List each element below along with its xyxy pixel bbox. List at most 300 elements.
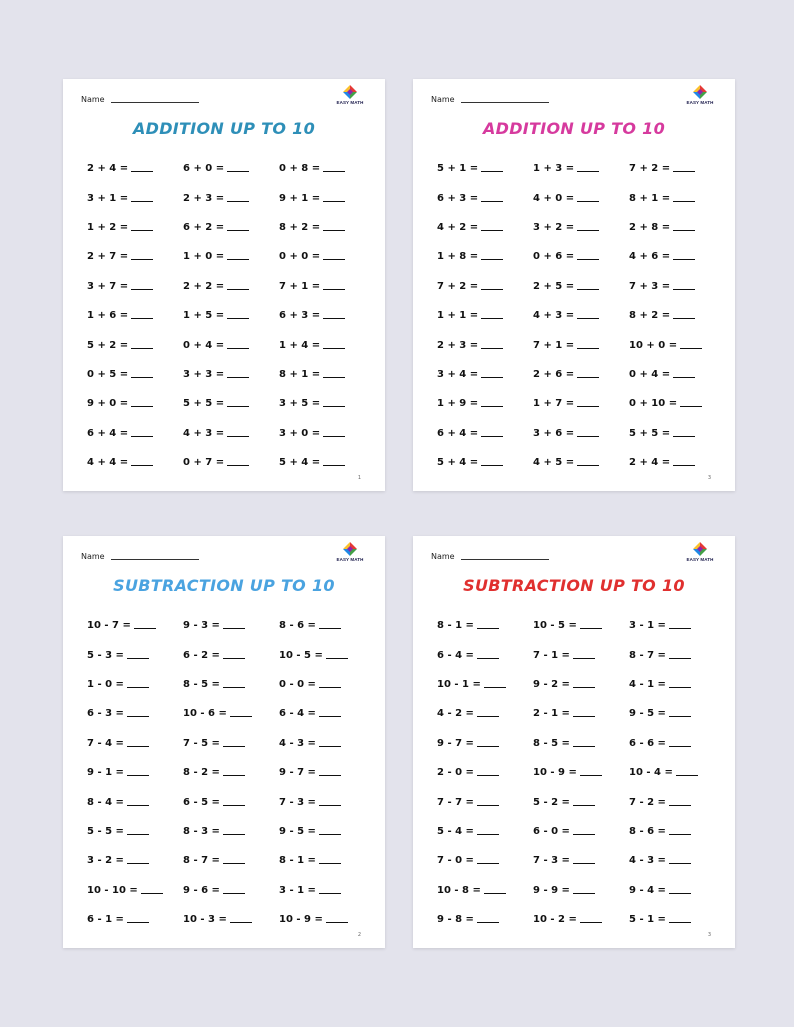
- math-problem: [279, 448, 375, 477]
- answer-blank: [669, 628, 691, 629]
- math-problem: [533, 360, 629, 389]
- answer-blank: [227, 289, 249, 290]
- problem-text: 6 - 5 =: [183, 796, 220, 808]
- easy-math-logo: [333, 542, 367, 572]
- problem-grid: [437, 611, 727, 934]
- problem-text: 10 - 2 =: [533, 914, 577, 926]
- problem-text: 9 - 9 =: [533, 884, 570, 896]
- problem-text: 9 - 4 =: [629, 884, 666, 896]
- problem-text: 3 + 4 =: [437, 368, 479, 380]
- answer-blank: [477, 628, 499, 629]
- logo-text: EASY MATH: [336, 557, 364, 562]
- answer-blank: [680, 348, 702, 349]
- answer-blank: [477, 658, 499, 659]
- logo-text: EASY MATH: [686, 100, 714, 105]
- math-problem: [87, 448, 183, 477]
- answer-blank: [131, 259, 153, 260]
- math-problem: [87, 876, 183, 905]
- answer-blank: [131, 436, 153, 437]
- answer-blank: [227, 406, 249, 407]
- answer-blank: [477, 746, 499, 747]
- problem-text: 7 - 2 =: [629, 796, 666, 808]
- math-problem: [629, 905, 725, 934]
- answer-blank: [223, 658, 245, 659]
- math-problem: [437, 729, 533, 758]
- problem-text: 1 + 1 =: [437, 310, 479, 322]
- problem-text: 2 - 1 =: [533, 708, 570, 720]
- math-problem: [279, 213, 375, 242]
- math-problem: [437, 301, 533, 330]
- math-problem: [279, 242, 375, 271]
- math-problem: [629, 360, 725, 389]
- problem-text: 9 - 7 =: [279, 767, 316, 779]
- math-problem: [437, 846, 533, 875]
- logo-icon: [693, 85, 707, 99]
- answer-blank: [227, 201, 249, 202]
- problem-text: 1 + 6 =: [87, 310, 129, 322]
- problem-text: 3 + 3 =: [183, 368, 225, 380]
- answer-blank: [580, 922, 602, 923]
- math-problem: [183, 301, 279, 330]
- math-problem: [87, 640, 183, 669]
- problem-text: 6 - 3 =: [87, 708, 124, 720]
- math-problem: [87, 905, 183, 934]
- page-number: 3: [707, 475, 711, 481]
- name-field: [431, 552, 549, 561]
- problem-text: 1 + 9 =: [437, 398, 479, 410]
- math-problem: [183, 360, 279, 389]
- problem-text: 2 - 0 =: [437, 767, 474, 779]
- problem-text: 8 - 1 =: [437, 620, 474, 632]
- answer-blank: [323, 436, 345, 437]
- problem-text: 4 + 0 =: [533, 192, 575, 204]
- logo-text: EASY MATH: [336, 100, 364, 105]
- math-problem: [533, 154, 629, 183]
- math-problem: [279, 272, 375, 301]
- problem-text: 8 + 1 =: [279, 368, 321, 380]
- problem-text: 4 + 4 =: [87, 457, 129, 469]
- math-problem: [629, 787, 725, 816]
- math-problem: [183, 242, 279, 271]
- page-number: 3: [707, 932, 711, 938]
- answer-blank: [223, 628, 245, 629]
- problem-text: 4 - 3 =: [279, 737, 316, 749]
- math-problem: [629, 876, 725, 905]
- answer-blank: [227, 259, 249, 260]
- answer-blank: [573, 834, 595, 835]
- answer-blank: [669, 805, 691, 806]
- answer-blank: [673, 318, 695, 319]
- problem-text: 0 + 10 =: [629, 398, 678, 410]
- answer-blank: [230, 922, 252, 923]
- math-problem: [183, 213, 279, 242]
- math-problem: [183, 729, 279, 758]
- answer-blank: [319, 716, 341, 717]
- answer-blank: [127, 746, 149, 747]
- math-problem: [279, 360, 375, 389]
- answer-blank: [131, 377, 153, 378]
- problem-text: 3 + 1 =: [87, 192, 129, 204]
- problem-text: 4 + 3 =: [533, 310, 575, 322]
- problem-text: 3 - 1 =: [279, 884, 316, 896]
- answer-blank: [573, 746, 595, 747]
- answer-blank: [484, 687, 506, 688]
- math-problem: [533, 213, 629, 242]
- problem-text: 10 - 5 =: [279, 649, 323, 661]
- problem-text: 1 + 4 =: [279, 339, 321, 351]
- answer-blank: [127, 922, 149, 923]
- answer-blank: [669, 716, 691, 717]
- answer-blank: [319, 893, 341, 894]
- problem-text: 0 + 0 =: [279, 251, 321, 263]
- problem-text: 1 + 2 =: [87, 221, 129, 233]
- math-problem: [183, 817, 279, 846]
- math-problem: [279, 787, 375, 816]
- math-problem: [533, 729, 629, 758]
- answer-blank: [673, 201, 695, 202]
- math-problem: [533, 330, 629, 359]
- problem-text: 7 + 2 =: [629, 163, 671, 175]
- problem-text: 6 + 0 =: [183, 163, 225, 175]
- math-problem: [629, 817, 725, 846]
- problem-text: 9 + 1 =: [279, 192, 321, 204]
- answer-blank: [669, 658, 691, 659]
- math-problem: [533, 242, 629, 271]
- answer-blank: [223, 775, 245, 776]
- name-label: Name: [81, 552, 105, 561]
- answer-blank: [577, 230, 599, 231]
- math-problem: [629, 699, 725, 728]
- problem-text: 4 - 2 =: [437, 708, 474, 720]
- math-problem: [87, 758, 183, 787]
- problem-text: 2 + 3 =: [437, 339, 479, 351]
- problem-text: 4 + 6 =: [629, 251, 671, 263]
- answer-blank: [323, 230, 345, 231]
- page-number: 1: [357, 475, 361, 481]
- problem-text: 0 - 0 =: [279, 678, 316, 690]
- answer-blank: [481, 230, 503, 231]
- problem-grid: [87, 154, 377, 477]
- answer-blank: [131, 230, 153, 231]
- answer-blank: [669, 922, 691, 923]
- answer-blank: [323, 318, 345, 319]
- logo-icon: [343, 542, 357, 556]
- answer-blank: [134, 628, 156, 629]
- math-problem: [183, 876, 279, 905]
- problem-text: 6 - 6 =: [629, 737, 666, 749]
- problem-text: 4 + 2 =: [437, 221, 479, 233]
- math-problem: [87, 419, 183, 448]
- answer-blank: [323, 259, 345, 260]
- name-label: Name: [431, 552, 455, 561]
- problem-text: 9 - 5 =: [279, 825, 316, 837]
- math-problem: [533, 419, 629, 448]
- answer-blank: [669, 687, 691, 688]
- answer-blank: [477, 922, 499, 923]
- math-problem: [87, 213, 183, 242]
- answer-blank: [127, 834, 149, 835]
- worksheet-subtraction-1: [63, 536, 385, 948]
- logo-text: EASY MATH: [686, 557, 714, 562]
- answer-blank: [131, 406, 153, 407]
- problem-text: 6 - 1 =: [87, 914, 124, 926]
- answer-blank: [481, 377, 503, 378]
- math-problem: [183, 758, 279, 787]
- math-problem: [629, 242, 725, 271]
- problem-text: 3 + 2 =: [533, 221, 575, 233]
- math-problem: [437, 242, 533, 271]
- problem-text: 0 + 8 =: [279, 163, 321, 175]
- math-problem: [279, 846, 375, 875]
- problem-text: 2 + 2 =: [183, 280, 225, 292]
- math-problem: [279, 611, 375, 640]
- math-problem: [437, 389, 533, 418]
- answer-blank: [573, 658, 595, 659]
- answer-blank: [477, 805, 499, 806]
- problem-text: 7 + 2 =: [437, 280, 479, 292]
- answer-blank: [481, 406, 503, 407]
- math-problem: [437, 787, 533, 816]
- answer-blank: [131, 201, 153, 202]
- answer-blank: [577, 436, 599, 437]
- math-problem: [629, 330, 725, 359]
- easy-math-logo: [683, 85, 717, 115]
- answer-blank: [676, 775, 698, 776]
- math-problem: [87, 611, 183, 640]
- math-problem: [183, 272, 279, 301]
- math-problem: [629, 670, 725, 699]
- problem-text: 6 + 4 =: [437, 427, 479, 439]
- math-problem: [183, 670, 279, 699]
- worksheet-title: SUBTRACTION UP TO 10: [113, 576, 335, 595]
- math-problem: [87, 301, 183, 330]
- answer-blank: [577, 171, 599, 172]
- problem-text: 7 - 5 =: [183, 737, 220, 749]
- problem-text: 6 - 4 =: [437, 649, 474, 661]
- math-problem: [183, 330, 279, 359]
- worksheet-addition-2: [413, 79, 735, 491]
- math-problem: [533, 301, 629, 330]
- math-problem: [533, 846, 629, 875]
- problem-text: 5 - 4 =: [437, 825, 474, 837]
- logo-icon: [343, 85, 357, 99]
- math-problem: [279, 699, 375, 728]
- problem-text: 9 + 0 =: [87, 398, 129, 410]
- answer-blank: [481, 201, 503, 202]
- math-problem: [87, 360, 183, 389]
- problem-grid: [437, 154, 727, 477]
- answer-blank: [577, 465, 599, 466]
- answer-blank: [230, 716, 252, 717]
- problem-text: 8 - 6 =: [279, 620, 316, 632]
- math-problem: [533, 670, 629, 699]
- answer-blank: [223, 746, 245, 747]
- problem-text: 10 - 9 =: [533, 767, 577, 779]
- math-problem: [279, 670, 375, 699]
- answer-blank: [577, 201, 599, 202]
- problem-text: 7 - 1 =: [533, 649, 570, 661]
- math-problem: [629, 272, 725, 301]
- problem-text: 1 + 8 =: [437, 251, 479, 263]
- answer-blank: [227, 348, 249, 349]
- problem-text: 8 - 3 =: [183, 825, 220, 837]
- name-field: [81, 95, 199, 104]
- problem-text: 1 + 3 =: [533, 163, 575, 175]
- answer-blank: [319, 834, 341, 835]
- answer-blank: [669, 863, 691, 864]
- math-problem: [533, 758, 629, 787]
- math-problem: [629, 611, 725, 640]
- math-problem: [437, 448, 533, 477]
- math-problem: [533, 448, 629, 477]
- answer-blank: [319, 628, 341, 629]
- answer-blank: [481, 465, 503, 466]
- math-problem: [629, 419, 725, 448]
- problem-text: 5 + 4 =: [437, 457, 479, 469]
- answer-blank: [484, 893, 506, 894]
- answer-blank: [580, 775, 602, 776]
- math-problem: [183, 905, 279, 934]
- answer-blank: [673, 259, 695, 260]
- problem-text: 5 - 2 =: [533, 796, 570, 808]
- worksheet-title: ADDITION UP TO 10: [482, 119, 666, 138]
- answer-blank: [673, 171, 695, 172]
- problem-text: 9 - 5 =: [629, 708, 666, 720]
- answer-blank: [323, 201, 345, 202]
- math-problem: [183, 611, 279, 640]
- problem-text: 4 + 5 =: [533, 457, 575, 469]
- worksheet-addition-1: [63, 79, 385, 491]
- problem-text: 5 - 1 =: [629, 914, 666, 926]
- math-problem: [437, 758, 533, 787]
- problem-text: 1 - 0 =: [87, 678, 124, 690]
- math-problem: [533, 611, 629, 640]
- math-problem: [533, 787, 629, 816]
- logo-icon: [693, 542, 707, 556]
- math-problem: [279, 389, 375, 418]
- math-problem: [629, 758, 725, 787]
- problem-text: 0 + 4 =: [183, 339, 225, 351]
- math-problem: [183, 183, 279, 212]
- math-problem: [87, 272, 183, 301]
- math-problem: [87, 389, 183, 418]
- answer-blank: [319, 775, 341, 776]
- answer-blank: [577, 289, 599, 290]
- answer-blank: [223, 863, 245, 864]
- problem-text: 7 - 4 =: [87, 737, 124, 749]
- problem-text: 7 + 1 =: [533, 339, 575, 351]
- problem-text: 10 - 1 =: [437, 678, 481, 690]
- answer-blank: [319, 746, 341, 747]
- answer-blank: [223, 893, 245, 894]
- name-field: [81, 552, 199, 561]
- math-problem: [629, 640, 725, 669]
- problem-text: 5 + 2 =: [87, 339, 129, 351]
- math-problem: [533, 905, 629, 934]
- answer-blank: [673, 377, 695, 378]
- problem-text: 5 + 4 =: [279, 457, 321, 469]
- math-problem: [533, 699, 629, 728]
- problem-text: 1 + 5 =: [183, 310, 225, 322]
- answer-blank: [481, 171, 503, 172]
- answer-blank: [323, 465, 345, 466]
- problem-text: 2 + 8 =: [629, 221, 671, 233]
- math-problem: [437, 876, 533, 905]
- problem-text: 2 + 4 =: [629, 457, 671, 469]
- answer-blank: [481, 348, 503, 349]
- answer-blank: [223, 687, 245, 688]
- problem-text: 10 - 7 =: [87, 620, 131, 632]
- math-problem: [629, 301, 725, 330]
- answer-blank: [573, 716, 595, 717]
- answer-blank: [669, 893, 691, 894]
- answer-blank: [323, 171, 345, 172]
- math-problem: [87, 699, 183, 728]
- answer-blank: [573, 805, 595, 806]
- problem-text: 8 - 6 =: [629, 825, 666, 837]
- name-field: [431, 95, 549, 104]
- math-problem: [629, 729, 725, 758]
- answer-blank: [131, 348, 153, 349]
- problem-text: 6 + 4 =: [87, 427, 129, 439]
- problem-text: 2 + 4 =: [87, 163, 129, 175]
- answer-blank: [481, 318, 503, 319]
- name-label: Name: [431, 95, 455, 104]
- problem-text: 8 - 7 =: [629, 649, 666, 661]
- answer-blank: [481, 259, 503, 260]
- math-problem: [279, 905, 375, 934]
- math-problem: [533, 876, 629, 905]
- problem-text: 7 - 0 =: [437, 855, 474, 867]
- answer-blank: [227, 377, 249, 378]
- problem-text: 9 - 6 =: [183, 884, 220, 896]
- math-problem: [437, 670, 533, 699]
- answer-blank: [577, 318, 599, 319]
- math-problem: [87, 330, 183, 359]
- math-problem: [183, 699, 279, 728]
- math-problem: [437, 360, 533, 389]
- answer-blank: [127, 863, 149, 864]
- answer-blank: [673, 289, 695, 290]
- answer-blank: [669, 834, 691, 835]
- problem-text: 6 + 3 =: [279, 310, 321, 322]
- math-problem: [279, 301, 375, 330]
- problem-text: 9 - 3 =: [183, 620, 220, 632]
- problem-text: 0 + 4 =: [629, 368, 671, 380]
- problem-text: 4 - 1 =: [629, 678, 666, 690]
- problem-text: 10 - 8 =: [437, 884, 481, 896]
- math-problem: [629, 213, 725, 242]
- name-line: [111, 102, 199, 103]
- answer-blank: [323, 377, 345, 378]
- answer-blank: [227, 171, 249, 172]
- answer-blank: [223, 805, 245, 806]
- math-problem: [87, 817, 183, 846]
- problem-text: 9 - 2 =: [533, 678, 570, 690]
- problem-text: 2 + 6 =: [533, 368, 575, 380]
- problem-text: 1 + 0 =: [183, 251, 225, 263]
- answer-blank: [127, 658, 149, 659]
- answer-blank: [323, 348, 345, 349]
- math-problem: [87, 787, 183, 816]
- problem-text: 10 - 3 =: [183, 914, 227, 926]
- problem-text: 10 - 9 =: [279, 914, 323, 926]
- answer-blank: [326, 658, 348, 659]
- answer-blank: [227, 436, 249, 437]
- problem-text: 8 - 7 =: [183, 855, 220, 867]
- page-number: 2: [357, 932, 361, 938]
- math-problem: [437, 272, 533, 301]
